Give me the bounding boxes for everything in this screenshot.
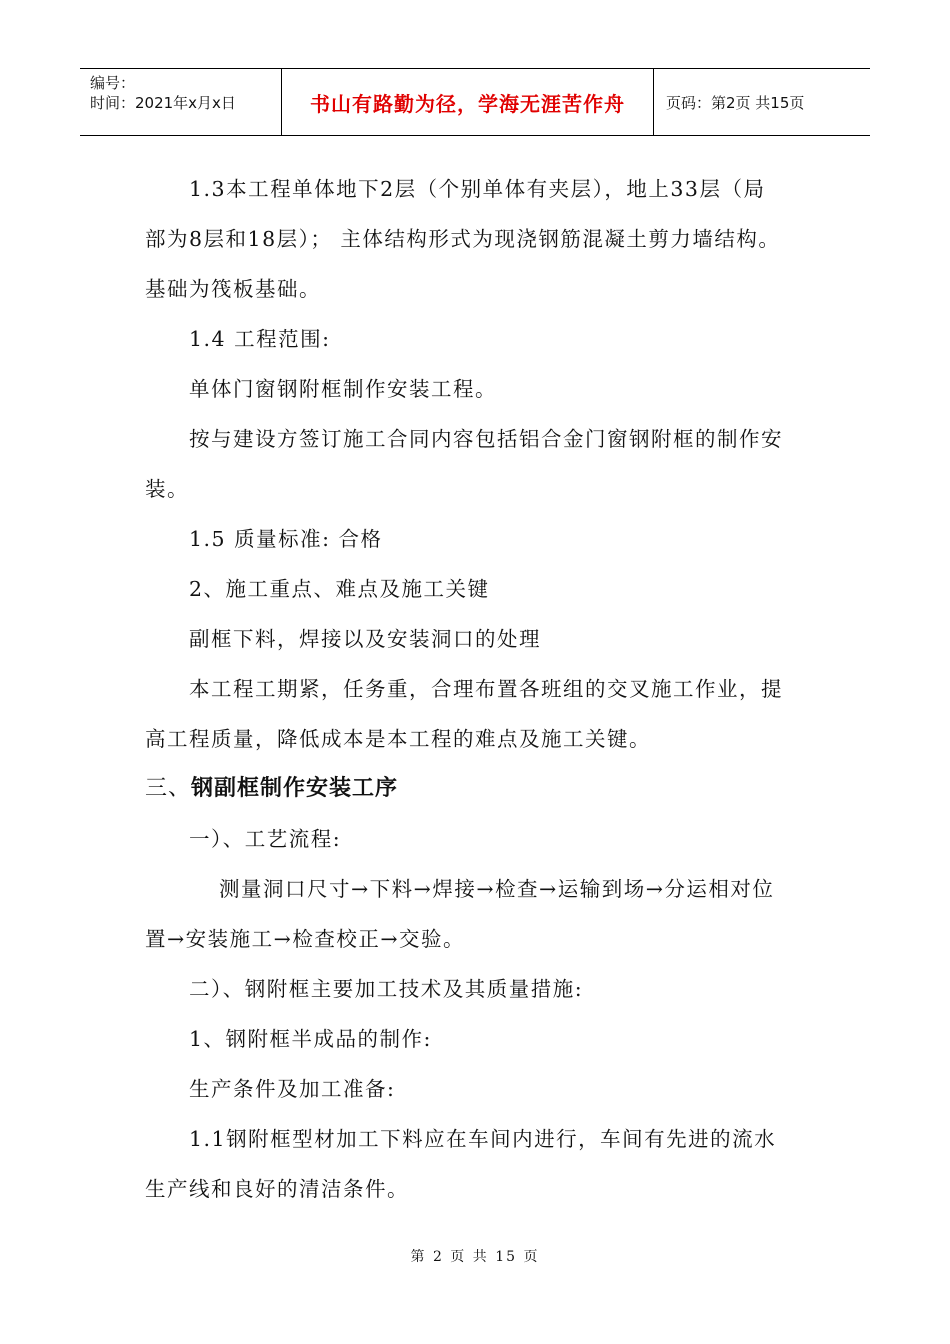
motto: 书山有路勤为径，学海无涯苦作舟 (310, 91, 625, 116)
document-body (145, 164, 810, 1214)
section-title: 钢副框制作安装工序 (191, 776, 399, 801)
doc-number-label: 编号： (90, 74, 136, 92)
paragraph-line: 2、施工重点、难点及施工关键 (189, 577, 490, 601)
page-footer: 第 2 页 共 15 页 (410, 1249, 540, 1265)
paragraph-line: 1、钢附框半成品的制作: (189, 1027, 432, 1051)
page-info: 页码：第2页 共15页 (666, 93, 805, 112)
paragraph-line: 单体门窗钢附框制作安装工程。 (189, 377, 497, 401)
paragraph-line: 二）、钢附框主要加工技术及其质量措施: (189, 977, 584, 1001)
paragraph-line: 1.4 工程范围: (189, 327, 331, 351)
section-number: 三、 (145, 776, 192, 801)
paragraph-line: 部为8层和18层）； 主体结构形式为现浇钢筋混凝土剪力墙结构。 (145, 227, 781, 251)
document-header (80, 68, 870, 136)
paragraph-line: 生产线和良好的清洁条件。 (145, 1177, 409, 1201)
time-label: 时间：2021年x月x日 (90, 94, 236, 112)
header-meta (80, 69, 282, 135)
paragraph-line: 按与建设方签订施工合同内容包括铝合金门窗钢附框的制作安 (189, 427, 783, 451)
paragraph-line: 置→安装施工→检查校正→交验。 (145, 927, 466, 951)
paragraph-line: 本工程工期紧，任务重，合理布置各班组的交叉施工作业，提 (189, 677, 783, 701)
header-page-cell (654, 69, 870, 135)
paragraph-line: 副框下料，焊接以及安装洞口的处理 (189, 627, 541, 651)
section-heading (145, 764, 810, 814)
paragraph-line: 1.1钢附框型材加工下料应在车间内进行，车间有先进的流水 (189, 1127, 777, 1151)
paragraph-line: 1.5 质量标准: 合格 (189, 527, 383, 551)
paragraph-line: 装。 (145, 477, 189, 501)
paragraph-line: 基础为筏板基础。 (145, 277, 321, 301)
paragraph-line: 高工程质量，降低成本是本工程的难点及施工关键。 (145, 727, 651, 751)
paragraph-line: 1.3本工程单体地下2层（个别单体有夹层），地上33层（局 (189, 177, 766, 201)
header-motto-cell (282, 69, 654, 135)
paragraph-line: 生产条件及加工准备: (189, 1077, 396, 1101)
paragraph-line: 测量洞口尺寸→下料→焊接→检查→运输到场→分运相对位 (219, 877, 775, 901)
paragraph-line: 一）、工艺流程: (189, 827, 342, 851)
